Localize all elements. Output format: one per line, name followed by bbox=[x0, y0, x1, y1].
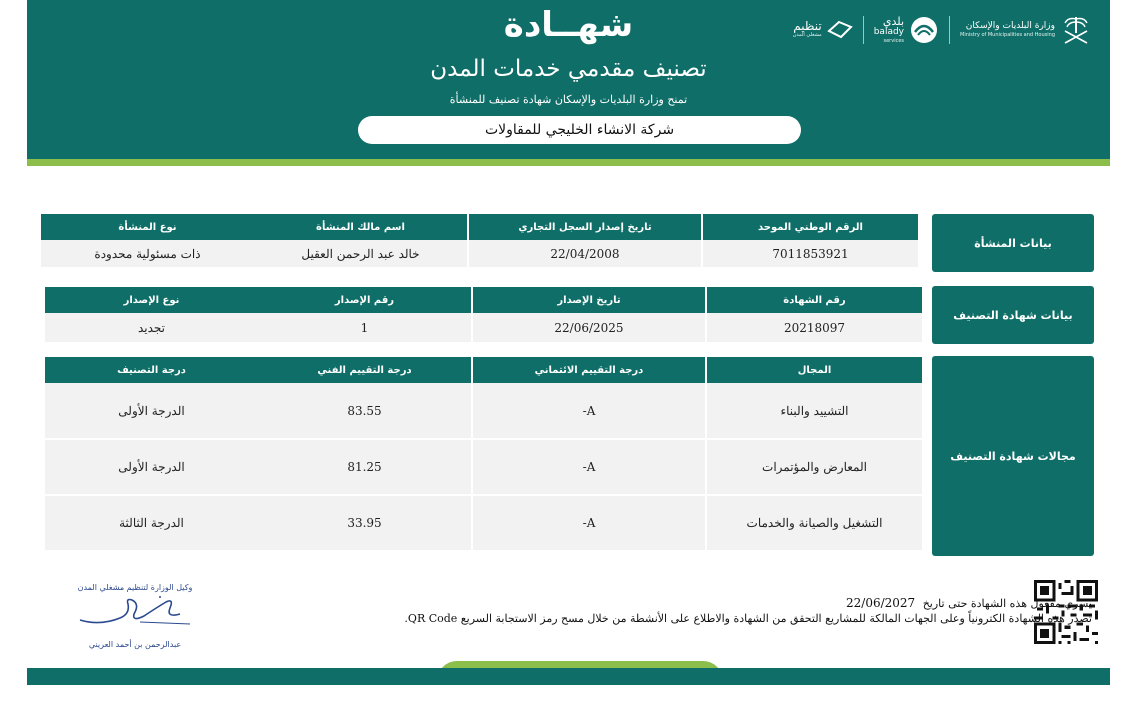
table-row bbox=[45, 495, 923, 551]
classification-fields-table bbox=[45, 357, 924, 552]
credit-rating: A- bbox=[472, 383, 706, 439]
ministry-name: وزارة البلديات والإسكان bbox=[965, 21, 1055, 31]
tanzeem-icon bbox=[827, 19, 853, 41]
certificate-header bbox=[27, 0, 1110, 159]
classification-grade: الدرجة الأولى bbox=[45, 383, 258, 439]
validity-notice bbox=[404, 596, 1092, 626]
logo-separator bbox=[949, 16, 950, 44]
balady-services-text: services bbox=[883, 37, 905, 44]
signer-role: وكيل الوزارة لتنظيم مشغلي المدن bbox=[77, 583, 193, 592]
header-logos bbox=[793, 10, 1092, 50]
tanzeem-logo bbox=[793, 19, 853, 41]
technical-score: 81.25 bbox=[258, 439, 472, 495]
column-header: تاريخ الإصدار bbox=[472, 287, 706, 313]
credit-rating: A- bbox=[472, 439, 706, 495]
column-header: رقم الشهادة bbox=[706, 287, 923, 313]
technical-score: 33.95 bbox=[258, 495, 472, 551]
technical-score: 83.55 bbox=[258, 383, 472, 439]
column-header: الرقم الوطني الموحد bbox=[702, 214, 919, 240]
tanzeem-subtext: مشغلي المدن bbox=[792, 32, 822, 38]
validity-date: 22/06/2027 bbox=[846, 596, 916, 610]
column-header: تاريخ إصدار السجل التجاري bbox=[468, 214, 702, 240]
column-header: رقم الإصدار bbox=[258, 287, 472, 313]
certificate-subtitle: تصنيف مقدمي خدمات المدن bbox=[430, 56, 707, 82]
certificate-description: تمنح وزارة البلديات والإسكان شهادة تصنيف للمنشأة bbox=[449, 93, 688, 106]
signature-block bbox=[60, 583, 210, 649]
column-header: المجال bbox=[706, 357, 923, 383]
certificate-table bbox=[45, 287, 924, 344]
company-name: شركة الانشاء الخليجي للمقاولات bbox=[358, 116, 801, 144]
certificate-title: شهــادة bbox=[503, 5, 634, 45]
issue-date: 22/06/2025 bbox=[472, 313, 706, 343]
owner-name: خالد عبد الرحمن العقيل bbox=[254, 240, 468, 268]
table-row bbox=[45, 383, 923, 439]
establishment-type: ذات مسئولية محدودة bbox=[41, 240, 254, 268]
unified-national-number: 7011853921 bbox=[702, 240, 919, 268]
balady-en-text: balady bbox=[873, 26, 905, 37]
establishment-table bbox=[41, 214, 920, 269]
palm-swords-emblem-icon bbox=[1060, 13, 1092, 47]
field-name: التشغيل والصيانة والخدمات bbox=[706, 495, 923, 551]
balady-ar-text: بلدي bbox=[882, 14, 905, 28]
tanzeem-text: تنظيم bbox=[793, 19, 822, 33]
fields-section-label: مجالات شهادة التصنيف bbox=[932, 356, 1094, 556]
column-header: نوع المنشأة bbox=[41, 214, 254, 240]
logo-separator bbox=[863, 16, 864, 44]
column-header: اسم مالك المنشأة bbox=[254, 214, 468, 240]
column-header: درجة التقييم الائتماني bbox=[472, 357, 706, 383]
balady-icon bbox=[909, 15, 939, 45]
certificate-section-label: بيانات شهادة التصنيف bbox=[932, 286, 1094, 344]
validity-label: يسري مفعول هذه الشهادة حتى تاريخ bbox=[922, 597, 1092, 610]
handwritten-signature bbox=[70, 592, 200, 632]
field-name: المعارض والمؤتمرات bbox=[706, 439, 923, 495]
footer-bar bbox=[27, 668, 1110, 685]
classification-grade: الدرجة الأولى bbox=[45, 439, 258, 495]
signer-name: عبدالرحمن بن أحمد العريني bbox=[88, 640, 182, 649]
balady-logo bbox=[874, 15, 939, 45]
verification-text: تصدر هذه الشهادة الكترونياً وعلى الجهات المالكة للمشاريع التحقق من الشهادة والاطلاع على الأنشطة من خلال مسح رمز الاستجابة السريع QR Code. bbox=[404, 612, 1092, 625]
field-name: التشييد والبناء bbox=[706, 383, 923, 439]
column-header: درجة التصنيف bbox=[45, 357, 258, 383]
ministry-name-en: Ministry of Municipalities and Housing bbox=[960, 32, 1055, 38]
column-header: نوع الإصدار bbox=[45, 287, 258, 313]
classification-grade: الدرجة الثالثة bbox=[45, 495, 258, 551]
header-accent-line bbox=[27, 159, 1110, 166]
credit-rating: A- bbox=[472, 495, 706, 551]
table-row bbox=[45, 439, 923, 495]
certificate-number: 20218097 bbox=[706, 313, 923, 343]
ministry-logo bbox=[960, 13, 1092, 47]
issue-type: تجديد bbox=[45, 313, 258, 343]
column-header: درجة التقييم الفني bbox=[258, 357, 472, 383]
commercial-register-date: 22/04/2008 bbox=[468, 240, 702, 268]
establishment-section-label: بيانات المنشأة bbox=[932, 214, 1094, 272]
issue-number: 1 bbox=[258, 313, 472, 343]
